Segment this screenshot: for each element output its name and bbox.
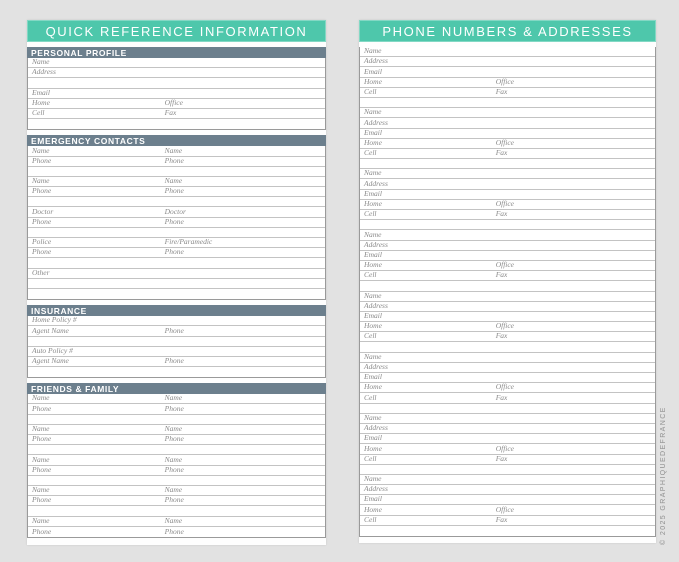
form-row — [360, 78, 655, 88]
form-row — [28, 78, 325, 88]
form-row — [360, 200, 655, 210]
form-row — [360, 210, 655, 220]
field-label: Address — [364, 239, 388, 249]
form-row — [360, 526, 655, 536]
form-row — [28, 68, 325, 78]
field-label: Cell — [364, 209, 377, 219]
form-row — [28, 367, 325, 377]
field-label: Cell — [364, 331, 377, 341]
right-page-title: PHONE NUMBERS & ADDRESSES — [359, 20, 656, 42]
form-row — [28, 119, 325, 129]
form-row — [360, 220, 655, 230]
form-row — [28, 527, 325, 537]
field-label: Phone — [164, 356, 184, 366]
form-row — [28, 404, 325, 414]
form-row — [28, 289, 325, 299]
section-fields-box — [27, 316, 326, 378]
form-row — [28, 279, 325, 289]
field-label: Name — [364, 290, 382, 300]
form-row — [360, 465, 655, 475]
field-label: Phone — [164, 526, 184, 536]
form-row — [360, 292, 655, 302]
form-row — [28, 496, 325, 506]
form-row — [28, 157, 325, 167]
field-label: Cell — [364, 453, 377, 463]
form-row — [360, 322, 655, 332]
field-label: Phone — [164, 186, 184, 196]
field-label: Name — [164, 393, 183, 403]
field-label: Phone — [32, 403, 52, 413]
form-row — [360, 139, 655, 149]
field-label: Address — [364, 300, 388, 310]
field-label: Home — [364, 443, 382, 453]
form-row — [360, 342, 655, 352]
form-row — [360, 118, 655, 128]
form-row — [28, 445, 325, 455]
field-label: Name — [364, 474, 382, 484]
field-label: Name — [364, 412, 382, 422]
field-label: Home — [364, 321, 382, 331]
field-label: Home — [364, 76, 382, 86]
field-label: Phone — [32, 495, 52, 505]
form-row — [360, 179, 655, 189]
field-label: Phone — [32, 216, 52, 226]
field-label: Phone — [164, 464, 184, 474]
field-label: Office — [495, 76, 515, 86]
field-label: Email — [364, 494, 382, 504]
form-row — [28, 197, 325, 207]
field-label: Address — [364, 178, 388, 188]
form-row — [360, 281, 655, 291]
field-label: Office — [495, 321, 515, 331]
copyright-text: © 2025 GRAPHIQUEDEFRANCE — [660, 406, 667, 545]
field-label: Name — [32, 176, 50, 186]
form-row — [28, 258, 325, 268]
form-row — [28, 218, 325, 228]
form-row — [360, 495, 655, 505]
field-label: Phone — [32, 464, 52, 474]
field-label: Address — [364, 423, 388, 433]
form-row — [360, 444, 655, 454]
field-label: Office — [164, 97, 183, 107]
form-row — [28, 435, 325, 445]
form-row — [360, 230, 655, 240]
form-row — [360, 88, 655, 98]
field-label: Name — [164, 424, 183, 433]
field-label: Name — [164, 454, 183, 464]
field-label: Name — [364, 351, 382, 361]
form-row — [28, 187, 325, 197]
form-row — [360, 363, 655, 373]
left-page — [27, 20, 326, 545]
field-label: Email — [364, 372, 382, 382]
field-label: Email — [364, 127, 382, 137]
field-label: Email — [32, 87, 50, 97]
section-heading: EMERGENCY CONTACTS — [27, 135, 326, 146]
field-label: Email — [364, 66, 382, 76]
form-row — [28, 326, 325, 336]
field-label: Address — [364, 117, 388, 127]
form-row — [28, 269, 325, 279]
field-label: Home — [364, 199, 382, 208]
field-label: Auto Policy # — [32, 345, 73, 355]
form-row — [360, 159, 655, 169]
section-fields-box — [27, 394, 326, 538]
field-label: Office — [495, 443, 515, 453]
field-label: Name — [164, 145, 183, 155]
section-heading: PERSONAL PROFILE — [27, 47, 326, 58]
field-label: Email — [364, 311, 382, 321]
field-label: Fax — [495, 331, 508, 341]
form-row — [360, 414, 655, 424]
right-page-contact-blocks — [359, 47, 656, 537]
field-label: Office — [495, 504, 515, 514]
section-heading: FRIENDS & FAMILY — [27, 383, 326, 394]
form-row — [360, 383, 655, 393]
field-label: Home — [364, 382, 382, 392]
field-label: Phone — [164, 495, 184, 505]
field-label: Address — [364, 362, 388, 371]
field-label: Name — [164, 515, 183, 525]
field-label: Agent Name — [32, 356, 69, 366]
form-row — [360, 393, 655, 403]
form-row — [360, 332, 655, 342]
field-label: Home — [364, 260, 382, 270]
field-label: Phone — [32, 155, 52, 165]
field-label: Cell — [364, 514, 377, 524]
field-label: Fire/Paramedic — [164, 237, 213, 247]
field-label: Fax — [495, 453, 508, 463]
form-row — [360, 455, 655, 465]
field-label: Name — [164, 485, 183, 495]
field-label: Office — [495, 260, 515, 270]
form-row — [28, 466, 325, 476]
field-label: Phone — [164, 434, 184, 444]
form-row — [360, 505, 655, 515]
field-label: Phone — [32, 434, 52, 444]
form-row — [28, 109, 325, 119]
field-label: Police — [32, 237, 52, 247]
field-label: Name — [364, 46, 382, 56]
field-label: Cell — [32, 108, 45, 118]
form-row — [360, 302, 655, 312]
field-label: Phone — [32, 526, 52, 536]
field-label: Name — [32, 485, 50, 495]
form-row — [28, 357, 325, 367]
field-label: Email — [364, 433, 382, 443]
field-label: Name — [32, 57, 50, 67]
form-row — [28, 316, 325, 326]
field-label: Email — [364, 249, 382, 259]
field-label: Cell — [364, 148, 377, 158]
form-row — [360, 271, 655, 281]
form-row — [28, 146, 325, 156]
field-label: Fax — [495, 86, 508, 96]
field-label: Office — [495, 382, 515, 392]
field-label: Other — [32, 267, 50, 277]
form-row — [360, 241, 655, 251]
form-row — [360, 47, 655, 57]
field-label: Phone — [164, 155, 184, 165]
form-row — [360, 485, 655, 495]
form-row — [360, 424, 655, 434]
form-row — [28, 99, 325, 109]
field-label: Home — [364, 504, 382, 514]
field-label: Fax — [495, 270, 508, 280]
field-label: Name — [32, 145, 50, 155]
field-label: Name — [364, 229, 382, 239]
field-label: Name — [32, 393, 50, 403]
field-label: Home — [364, 137, 382, 147]
form-row — [28, 248, 325, 258]
field-label: Phone — [164, 403, 184, 413]
field-label: Email — [364, 188, 382, 198]
section-fields-box — [27, 58, 326, 130]
form-row — [28, 517, 325, 527]
field-label: Name — [32, 515, 50, 525]
field-label: Fax — [495, 392, 508, 402]
field-label: Name — [32, 454, 50, 464]
form-row — [360, 57, 655, 67]
form-row — [360, 404, 655, 414]
field-label: Name — [364, 107, 382, 117]
field-label: Office — [495, 137, 515, 147]
field-label: Cell — [364, 270, 377, 280]
field-label: Office — [495, 199, 515, 208]
field-label: Name — [32, 424, 50, 433]
field-label: Phone — [164, 247, 184, 257]
field-label: Address — [32, 67, 56, 77]
field-label: Name — [164, 176, 183, 186]
field-label: Home Policy # — [32, 315, 77, 325]
field-label: Phone — [32, 186, 52, 196]
field-label: Fax — [495, 209, 508, 219]
form-row — [360, 261, 655, 271]
form-row — [360, 516, 655, 526]
field-label: Fax — [164, 108, 177, 118]
form-row — [360, 98, 655, 108]
form-row — [360, 169, 655, 179]
form-row — [360, 149, 655, 159]
form-row — [360, 353, 655, 363]
field-label: Phone — [164, 325, 184, 335]
field-label: Cell — [364, 86, 377, 96]
form-row — [360, 108, 655, 118]
field-label: Home — [32, 97, 50, 107]
form-row — [28, 394, 325, 404]
left-page-sections — [27, 47, 326, 538]
right-page — [359, 20, 656, 543]
field-label: Fax — [495, 148, 508, 158]
form-row — [28, 506, 325, 516]
section-fields-box — [27, 146, 326, 300]
form-row — [28, 58, 325, 68]
form-row — [360, 434, 655, 444]
left-page-title: QUICK REFERENCE INFORMATION — [27, 20, 326, 42]
field-label: Doctor — [164, 206, 186, 216]
field-label: Phone — [32, 247, 52, 257]
field-label: Cell — [364, 392, 377, 402]
field-label: Fax — [495, 514, 508, 524]
section-heading: INSURANCE — [27, 305, 326, 316]
field-label: Agent Name — [32, 325, 69, 335]
field-label: Address — [364, 56, 388, 66]
field-label: Doctor — [32, 206, 54, 216]
field-label: Phone — [164, 216, 184, 226]
field-label: Address — [364, 484, 388, 494]
form-row — [360, 475, 655, 485]
field-label: Name — [364, 168, 382, 178]
